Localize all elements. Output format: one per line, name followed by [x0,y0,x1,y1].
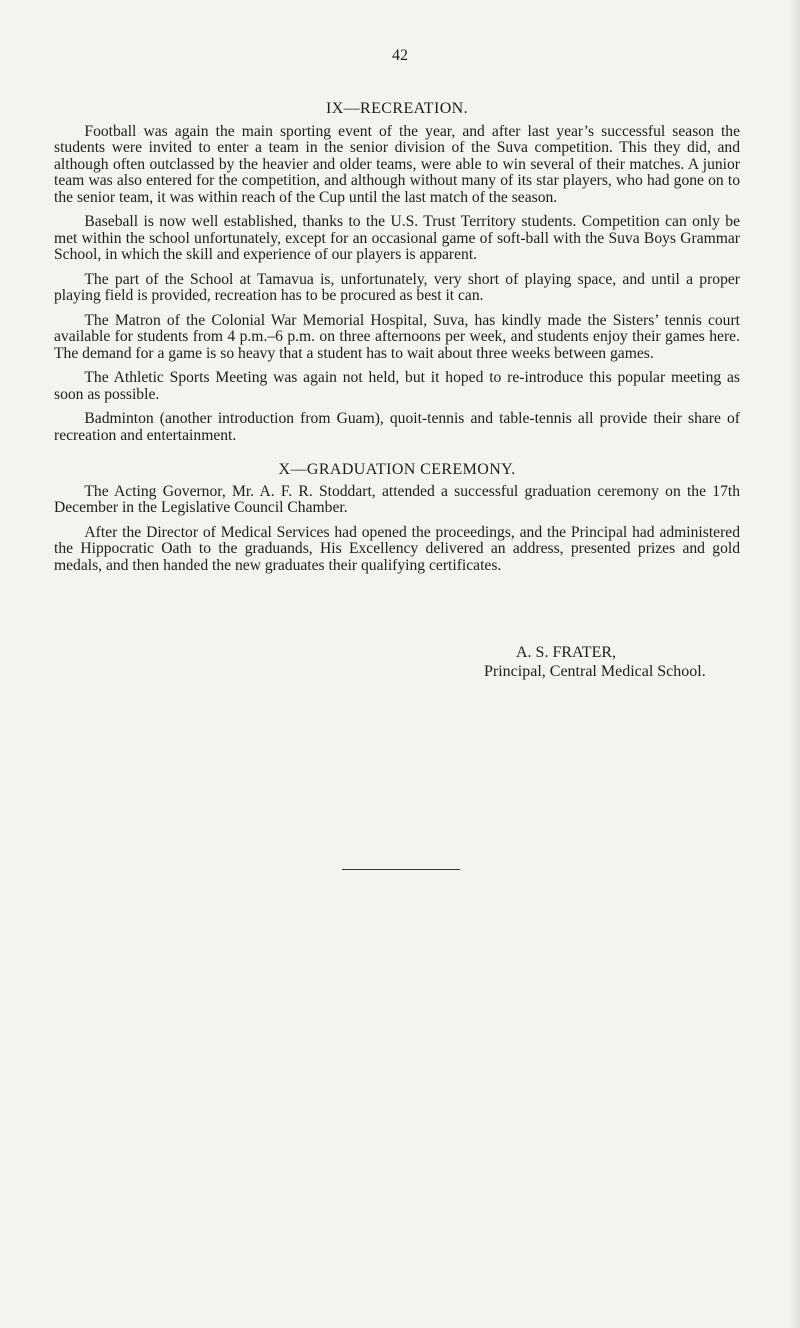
graduation-section [54,462,740,582]
paragraph-playing-space: The part of the School at Tamavua is, unfortunately, very short of playing space, and until a proper playing field is provided, recreation has to be procured as best it can. [54,270,740,304]
paragraph-baseball: Baseball is now well established, thanks to the U.S. Trust Territory students. Competition can only be met within the school unfortunately, except for an occasional game of soft-ball with the Suva Boys Grammar School, in which the skill and experience of our players is apparent. [54,213,740,263]
section-heading-recreation: IX—RECREATION. [325,100,469,117]
paragraph-ceremony: The Acting Governor, Mr. A. F. R. Stoddart, attended a successful graduation ceremony on the 17th December in the Legislative Council Chamber. [54,482,740,516]
paragraph-athletics: The Athletic Sports Meeting was again not held, but it hoped to re-introduce this popular meeting as soon as possible. [54,369,740,403]
section-divider [342,869,460,870]
paragraph-badminton: Badminton (another introduction from Guam), quoit-tennis and table-tennis all provide their share of recreation and entertainment. [54,410,740,444]
page-number: 42 [392,47,408,64]
scan-shadow-edge [788,0,800,1328]
paragraph-proceedings: After the Director of Medical Services had opened the proceedings, and the Principal had administered the Hippocratic Oath to the graduands, His Excellency delivered an address, presented prizes and gold medals, and then handed the new graduates their qualifying certificates. [54,523,740,574]
signature-block [484,643,706,681]
recreation-section [54,101,740,452]
signatory-title: Principal, Central Medical School. [484,663,706,680]
paragraph-tennis: The Matron of the Colonial War Memorial Hospital, Suva, has kindly made the Sisters’ tennis court available for students from 4 p.m.–6 p.m. on three afternoons per week, and students enjoy their games here. The demand for a game is so heavy that a student has to wait about three weeks between games. [54,311,740,362]
signatory-name: A. S. FRATER, [516,644,617,661]
paragraph-football: Football was again the main sporting event of the year, and after last year’s successful season the students were invited to enter a team in the senior division of the Suva competition. This they did, and although often outclassed by the heavier and older teams, were able to win several of their matches. A junior team was also entered for the competition, and although without many of its star players, who had gone on to the senior team, it was within reach of the Cup until the last match of the season. [54,122,740,206]
section-heading-graduation: X—GRADUATION CEREMONY. [278,461,516,478]
